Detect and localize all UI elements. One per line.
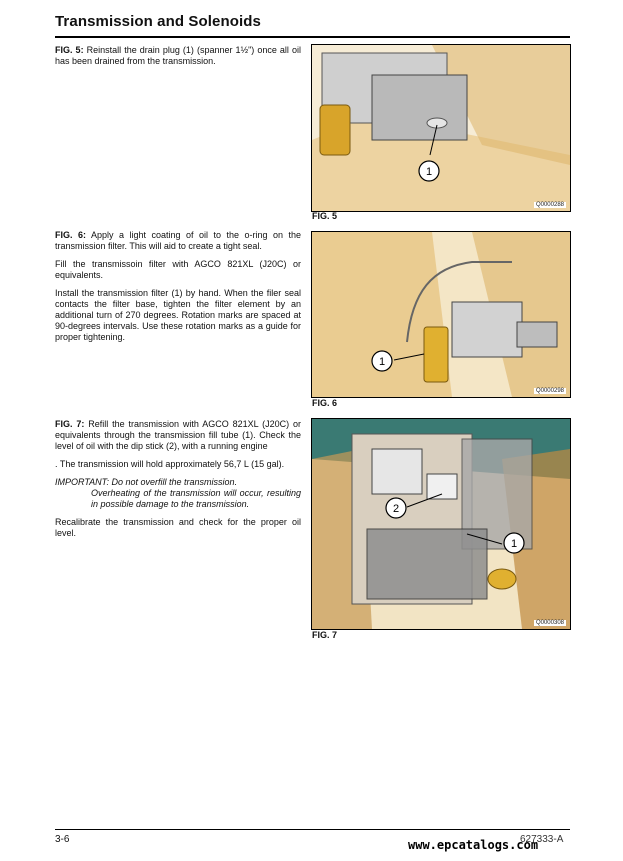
svg-text:2: 2 — [392, 503, 400, 515]
title-divider — [55, 36, 570, 38]
svg-text:1: 1 — [510, 538, 518, 550]
fig6-caption: FIG. 6 — [312, 398, 338, 408]
fig5-text — [55, 45, 301, 74]
fig7-caption: FIG. 7 — [312, 630, 338, 640]
fig5-illustration — [312, 45, 570, 211]
fig7-text — [55, 419, 301, 546]
fig6-paragraph: Fill the transmissoin filter with AGCO 821XL (J20C) or equivalents. — [55, 259, 301, 280]
fig6-image — [311, 231, 571, 398]
page-title: Transmission and Solenoids — [55, 13, 261, 30]
fig5-image-code: Q0000288 — [535, 202, 564, 208]
fig6-paragraph: Install the transmission filter (1) by hand. When the filer seal contacts the filter base, tighten the filter element by an additional turn of 270 degrees. Rotation marks are spaced at 90-degrees intervals. Use these rotation marks as a guide for proper tightening. — [55, 288, 301, 342]
fig5-label: FIG. 5: — [55, 45, 84, 55]
svg-text:1: 1 — [378, 356, 386, 368]
footer-divider — [55, 829, 570, 830]
fig6-label: FIG. 6: — [55, 230, 86, 240]
fig7-paragraph: FIG. 7: Refill the transmission with AGCO 821XL (J20C) or equivalents through the transmission fill tube (1). Check the level of oil with the dip stick (2), with a running engine — [55, 419, 301, 451]
fig7-label: FIG. 7: — [55, 419, 85, 429]
fig5-paragraph: FIG. 5: Reinstall the drain plug (1) (spanner 1½") once all oil has been drained from the transmission. — [55, 45, 301, 66]
fig6-text — [55, 230, 301, 350]
fig7-image — [311, 418, 571, 630]
fig6-illustration — [312, 232, 570, 397]
svg-text:1: 1 — [425, 166, 433, 178]
fig7-image-code: Q0000308 — [535, 620, 564, 626]
fig7-closing: Recalibrate the transmission and check for the proper oil level. — [55, 517, 301, 538]
page-number: 3-6 — [55, 834, 70, 845]
fig6-paragraph: FIG. 6: Apply a light coating of oil to the o-ring on the transmission filter. This will aid to create a tight seal. — [55, 230, 301, 251]
watermark: www.epcatalogs.com — [408, 838, 539, 852]
fig7-paragraph: . The transmission will hold approximately 56,7 L (15 gal). — [55, 459, 285, 469]
document-number: 627333-A — [520, 834, 564, 845]
fig5-image — [311, 44, 571, 212]
important-note: IMPORTANT: Do not overfill the transmission. Overheating of the transmission will occur, resulting in possible damage to the transmission. — [55, 477, 301, 509]
fig6-image-code: Q0000298 — [535, 388, 564, 394]
fig5-caption: FIG. 5 — [312, 211, 338, 221]
fig7-illustration — [312, 419, 570, 629]
